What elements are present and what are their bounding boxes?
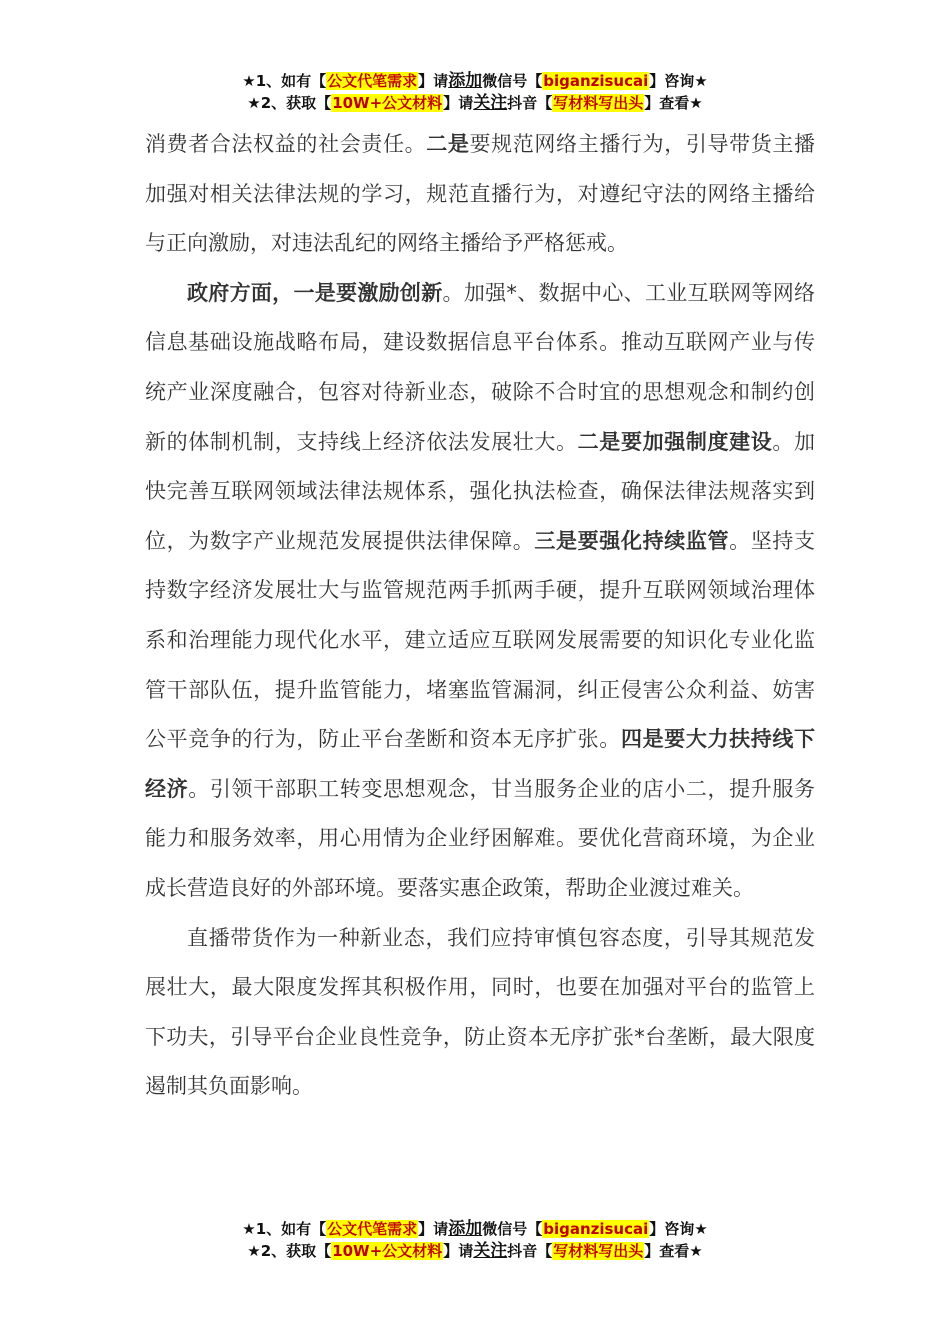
highlight-text: 10W+公文材料 — [332, 1242, 443, 1260]
banner-text: 微信号【 — [482, 72, 543, 90]
paragraph — [145, 120, 815, 269]
text-run: 直播带货作为一种新业态，我们应持审慎包容态度，引导其规范发展壮大，最大限度发挥其积极作用，同时，也要在加强对平台的监管上下功夫，引导平台企业良性竞争，防止资本无序扩张*台垄断，最大限度遏制其负面影响。 — [145, 925, 815, 1099]
banner-text: ★2、获取【 — [247, 1242, 332, 1260]
banner-line-2 — [0, 92, 950, 114]
footer-banner — [0, 1218, 950, 1262]
highlight-text: 写材料写出头 — [553, 1242, 644, 1260]
highlight-text: 公文代笔需求 — [327, 72, 418, 90]
bold-text-run: 四是要大力扶持线下经济 — [145, 727, 816, 801]
text-run: 消费者合法权益的社会责任。 — [145, 132, 427, 156]
highlight-text: 公文代笔需求 — [327, 1220, 418, 1238]
highlight-text: biganzisucai — [543, 72, 649, 90]
bold-text-run: 二是要加强制度建设 — [577, 429, 773, 454]
banner-line-2 — [0, 1240, 950, 1262]
underlined-text: 关注 — [473, 1241, 508, 1261]
header-banner — [0, 70, 950, 114]
text-run: 。加强*、数据中心、工业互联网等网络信息基础设施战略布局，建设数据信息平台体系。推动互联网产业与传统产业深度融合，包容对待新业态，破除不合时宜的思想观念和制约创新的体制机制，支持线上经济依法发展壮大。 — [145, 280, 816, 454]
banner-text: 微信号【 — [482, 1220, 543, 1238]
text-run: 。加快完善互联网领域法律法规体系，强化执法检查，确保法律法规落实到位，为数字产业规范发展提供法律保障。 — [145, 429, 816, 553]
banner-text: ★2、获取【 — [247, 94, 332, 112]
highlight-text: 10W+公文材料 — [332, 94, 443, 112]
underlined-text: 关注 — [473, 93, 508, 113]
banner-text: 】查看★ — [644, 1242, 703, 1260]
underlined-text: 添加 — [448, 71, 483, 91]
banner-text: 】请 — [443, 94, 474, 112]
text-run: 要规范网络主播行为，引导带货主播加强对相关法律法规的学习，规范直播行为，对遵纪守法的网络主播给与正向激励，对违法乱纪的网络主播给予严格惩戒。 — [145, 132, 816, 256]
underlined-text: 添加 — [448, 1219, 483, 1239]
banner-text: 】请 — [418, 72, 449, 90]
banner-text: 】请 — [418, 1220, 449, 1238]
banner-text: 】请 — [443, 1242, 474, 1260]
banner-text: 抖音【 — [507, 1242, 553, 1260]
text-run: 。引领干部职工转变思想观念，甘当服务企业的店小二，提升服务能力和服务效率，用心用情为企业纾困解难。要优化营商环境，为企业成长营造良好的外部环境。要落实惠企政策，帮助企业渡过难关。 — [145, 776, 816, 900]
paragraph — [145, 914, 815, 1112]
banner-line-1 — [0, 70, 950, 92]
banner-text: 】查看★ — [644, 94, 703, 112]
banner-text: ★1、如有【 — [242, 1220, 327, 1238]
paragraph — [145, 269, 815, 914]
bold-text-run: 三是要强化持续监管 — [534, 528, 730, 553]
banner-text: 抖音【 — [507, 94, 553, 112]
highlight-text: biganzisucai — [543, 1220, 649, 1238]
bold-text-run: 政府方面，一是要激励创新 — [187, 280, 443, 305]
banner-text: ★1、如有【 — [242, 72, 327, 90]
bold-text-run: 二是 — [426, 132, 470, 156]
banner-line-1 — [0, 1218, 950, 1240]
text-run: 。坚持支持数字经济发展壮大与监管规范两手抓两手硬，提升互联网领域治理体系和治理能力现代化水平，建立适应互联网发展需要的知识化专业化监管干部队伍，提升监管能力，堵塞监管漏洞，纠正侵害公众利益、妨害公平竞争的行为，防止平台垄断和资本无序扩张。 — [145, 528, 816, 752]
banner-text: 】咨询★ — [649, 72, 708, 90]
highlight-text: 写材料写出头 — [553, 94, 644, 112]
banner-text: 】咨询★ — [649, 1220, 708, 1238]
document-body — [145, 120, 815, 1112]
